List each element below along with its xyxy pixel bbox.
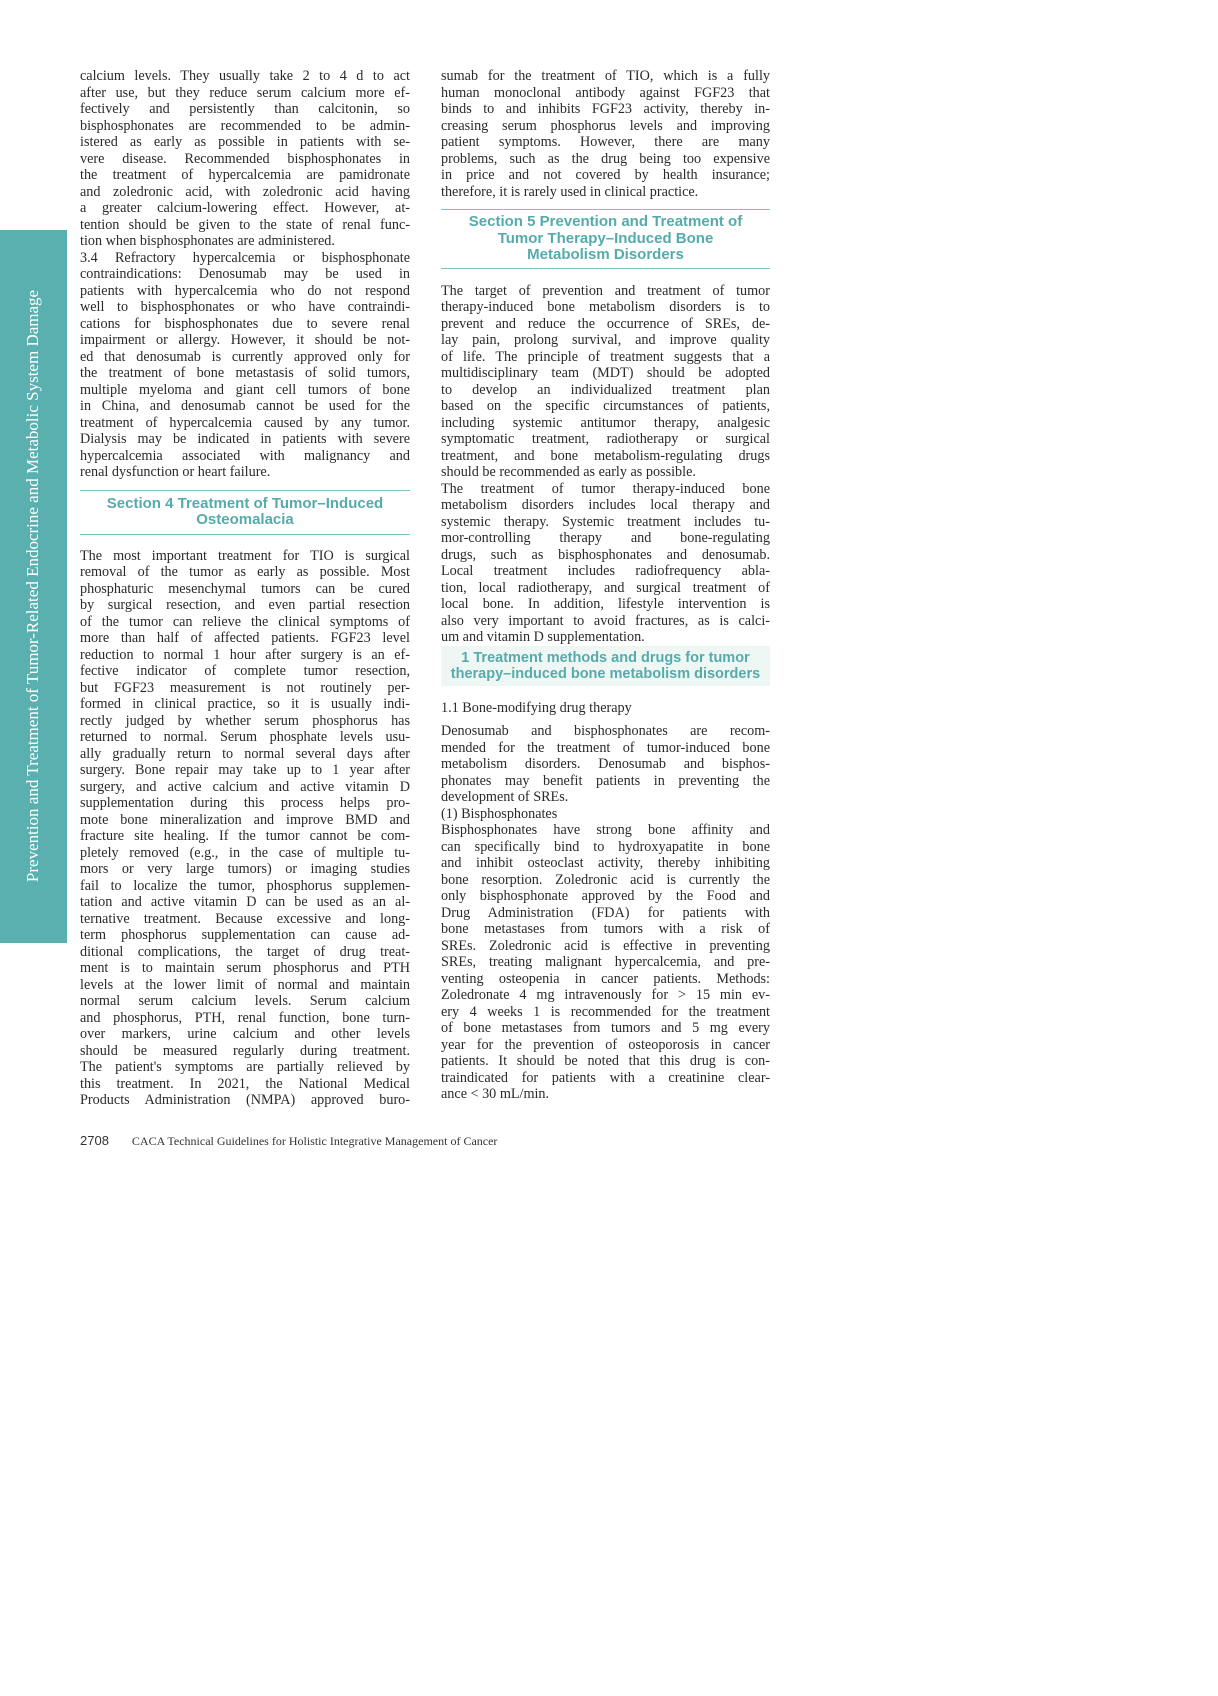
text-line: Denosumab and bisphosphonates are recom-: [441, 723, 770, 739]
text-line: Osteomalacia: [196, 511, 294, 528]
text-line: hypercalcemia associated with malignancy and: [80, 447, 410, 464]
text-line: tation and active vitamin D can be used as an al-: [80, 894, 410, 910]
text-line: to develop an individualized treatment plan: [441, 381, 770, 398]
text-line: 3.4 Refractory hypercalcemia or bisphosphonate: [80, 249, 410, 266]
text-line: Tumor Therapy–Induced Bone: [497, 229, 714, 247]
text-line: can specifically bind to hydroxyapatite in bone: [441, 838, 770, 855]
text-line: mor-controlling therapy and bone-regulating: [441, 530, 770, 546]
text-line: mended for the treatment of tumor-induced bone: [441, 739, 770, 756]
text-line: Bisphosphonates have strong bone affinity and: [441, 822, 770, 838]
text-line: treatment, and bone metabolism-regulating drugs: [441, 447, 770, 464]
text-line: ance < 30 mL/min.: [441, 1086, 550, 1102]
text-line: therapy–induced bone metabolism disorders: [450, 665, 761, 682]
text-line: over markers, urine calcium and other levels: [80, 1026, 410, 1042]
text-line: formed in clinical practice, so it is usually indi-: [80, 696, 410, 712]
text-line: more than half of affected patients. FGF23 level: [80, 630, 410, 646]
text-line: patients. It should be noted that this drug is con-: [441, 1053, 770, 1069]
text-line: Metabolism Disorders: [527, 246, 684, 263]
text-line: phosphaturic mesenchymal tumors can be cured: [80, 580, 410, 597]
text-line: The most important treatment for TIO is surgical: [80, 547, 410, 564]
text-line: 1.1 Bone-modifying drug therapy: [441, 699, 632, 716]
text-line: removal of the tumor as early as possible. Most: [80, 564, 410, 580]
text-line: also very important to avoid fractures, as is calci-: [441, 612, 770, 629]
text-line: levels at the lower limit of normal and maintain: [80, 976, 410, 993]
text-line: should be measured regularly during treatment.: [80, 1042, 410, 1059]
text-line: should be recommended as early as possible.: [441, 464, 696, 480]
text-line: bisphosphonates are recommended to be admin-: [80, 117, 410, 134]
text-line: calcium levels. They usually take 2 to 4 d to act: [80, 68, 410, 84]
text-line: The treatment of tumor therapy-induced bone: [441, 480, 770, 497]
left-column: [80, 68, 410, 1109]
text-line: ally gradually return to normal several days after: [80, 745, 410, 762]
text-line: multidisciplinary team (MDT) should be adopted: [441, 365, 770, 381]
text-line: bone metastases from tumors with a risk of: [441, 921, 770, 937]
paragraph: [441, 68, 770, 200]
text-line: therapy-induced bone metabolism disorders is to: [441, 299, 770, 315]
text-line: metabolism disorders. Denosumab and bisphos-: [441, 756, 770, 772]
text-line: lay pain, prolong survival, and improve quality: [441, 332, 770, 348]
text-line: um and vitamin D supplementation.: [441, 629, 645, 645]
section-heading: [80, 490, 410, 535]
paragraph: [441, 822, 770, 1103]
text-line: istered as early as possible in patients with se-: [80, 134, 410, 150]
text-line: the treatment of bone metastasis of solid tumors,: [80, 365, 410, 381]
text-line: after use, but they reduce serum calcium more ef-: [80, 84, 410, 101]
text-line: and zoledronic acid, with zoledronic acid having: [80, 183, 410, 200]
text-line: rectly judged by whether serum phosphorus has: [80, 712, 410, 729]
text-line: of life. The principle of treatment suggests that a: [441, 348, 770, 365]
text-line: multiple myeloma and giant cell tumors of bone: [80, 381, 410, 398]
text-line: symptomatic treatment, radiotherapy or surgical: [441, 431, 770, 447]
section-heading: [441, 209, 770, 269]
text-line: Section 5 Prevention and Treatment of: [468, 213, 743, 230]
text-line: The patient's symptoms are partially relieved by: [80, 1059, 410, 1075]
text-line: ed that denosumab is currently approved only for: [80, 348, 410, 365]
text-line: ment is to maintain serum phosphorus and PTH: [80, 960, 410, 976]
text-line: phonates may benefit patients in preventing the: [441, 772, 770, 789]
text-line: based on the specific circumstances of patients,: [441, 398, 770, 414]
text-line: ery 4 weeks 1 is recommended for the treatment: [441, 1003, 770, 1020]
text-line: traindicated for patients with a creatinine clear-: [441, 1069, 770, 1086]
text-line: tention should be given to the state of renal func-: [80, 216, 410, 233]
text-line: drugs, such as bisphosphonates and denosumab.: [441, 546, 770, 563]
text-line: Zoledronate 4 mg intravenously for > 15 min ev-: [441, 987, 770, 1003]
text-line: surgery. Bone repair may take up to 1 year after: [80, 762, 410, 778]
text-line: impairment or allergy. However, it should be not-: [80, 332, 410, 348]
text-line: this treatment. In 2021, the National Medical: [80, 1075, 410, 1092]
text-line: by surgical resection, and even partial resection: [80, 597, 410, 613]
text-line: only bisphosphonate approved by the Food and: [441, 888, 770, 904]
text-line: a greater calcium-lowering effect. However, at-: [80, 200, 410, 216]
text-line: bone resorption. Zoledronic acid is currently the: [441, 871, 770, 888]
text-line: binds to and inhibits FGF23 activity, thereby in-: [441, 101, 770, 117]
paragraph: [441, 283, 770, 481]
text-line: mors or very large tumors) or imaging studies: [80, 861, 410, 877]
text-line: Local treatment includes radiofrequency abla-: [441, 563, 770, 579]
text-line: renal dysfunction or heart failure.: [80, 464, 271, 480]
text-line: but FGF23 measurement is not routinely per-: [80, 679, 410, 696]
text-line: ternative treatment. Because excessive and long-: [80, 910, 410, 927]
text-line: local bone. In addition, lifestyle intervention is: [441, 596, 770, 612]
text-line: tion when bisphosphonates are administered.: [80, 233, 335, 249]
text-line: fail to localize the tumor, phosphorus supplemen-: [80, 877, 410, 894]
paragraph: [80, 548, 410, 1109]
text-line: term phosphorus supplementation can cause ad-: [80, 927, 410, 943]
text-line: systemic therapy. Systemic treatment includes tu-: [441, 513, 770, 530]
text-line: pletely removed (e.g., in the case of multiple tu-: [80, 844, 410, 861]
side-band: [0, 230, 67, 943]
subsection-heading: [441, 646, 770, 686]
text-line: Dialysis may be indicated in patients with severe: [80, 431, 410, 447]
text-line: human monoclonal antibody against FGF23 that: [441, 84, 770, 101]
text-line: prevent and reduce the occurrence of SREs, de-: [441, 315, 770, 332]
text-line: ditional complications, the target of drug treat-: [80, 943, 410, 960]
text-line: SREs, treating malignant hypercalcemia, and pre-: [441, 954, 770, 970]
text-line: fectively and persistently than calcitonin, so: [80, 101, 410, 117]
text-line: therefore, it is rarely used in clinical practice.: [441, 183, 699, 200]
text-line: reduction to normal 1 hour after surgery is an ef-: [80, 646, 410, 663]
text-line: normal serum calcium levels. Serum calcium: [80, 993, 410, 1009]
text-line: of bone metastases from tumors and 5 mg every: [441, 1020, 770, 1036]
text-line: well to bisphosphonates or who have contraindi-: [80, 299, 410, 315]
text-line: SREs. Zoledronic acid is effective in preventing: [441, 937, 770, 954]
text-line: treatment of hypercalcemia caused by any tumor.: [80, 414, 410, 431]
paragraph: [80, 68, 410, 250]
subheading: [441, 700, 770, 717]
text-line: of the tumor can relieve the clinical symptoms of: [80, 613, 410, 630]
paragraph: [441, 481, 770, 646]
text-line: venting osteopenia in cancer patients. Methods:: [441, 970, 770, 987]
text-line: (1) Bisphosphonates: [441, 805, 558, 822]
text-line: fective indicator of complete tumor resection,: [80, 663, 410, 679]
text-line: vere disease. Recommended bisphosphonates in: [80, 150, 410, 167]
text-line: creasing serum phosphorus levels and improving: [441, 117, 770, 134]
page-number: 2708: [80, 1133, 109, 1148]
text-line: sumab for the treatment of TIO, which is a fully: [441, 68, 770, 84]
text-line: problems, such as the drug being too expensive: [441, 150, 770, 167]
text-line: and inhibit osteoclast activity, thereby inhibiting: [441, 855, 770, 871]
text-line: in price and not covered by health insurance;: [441, 167, 770, 183]
paragraph: [441, 723, 770, 806]
text-line: patient symptoms. However, there are many: [441, 134, 770, 150]
text-line: 1 Treatment methods and drugs for tumor: [461, 649, 750, 666]
text-line: cations for bisphosphonates due to severe renal: [80, 315, 410, 332]
text-line: including systemic antitumor therapy, analgesic: [441, 414, 770, 431]
text-line: Drug Administration (FDA) for patients with: [441, 904, 770, 921]
text-line: tion, local radiotherapy, and surgical treatment of: [441, 579, 770, 596]
journal-title: CACA Technical Guidelines for Holistic Integrative Management of Cancer: [131, 1134, 498, 1148]
text-line: and phosphorus, PTH, renal function, bone turn-: [80, 1009, 410, 1026]
right-column: [441, 68, 770, 1103]
text-line: Section 4 Treatment of Tumor–Induced: [106, 494, 384, 512]
text-line: development of SREs.: [441, 789, 569, 805]
paragraph: [80, 250, 410, 481]
text-line: mote bone mineralization and improve BMD and: [80, 811, 410, 828]
text-line: in China, and denosumab cannot be used for the: [80, 398, 410, 414]
side-running-title: Prevention and Treatment of Tumor-Related Endocrine and Metabolic System Damage: [23, 289, 42, 883]
text-line: metabolism disorders includes local therapy and: [441, 497, 770, 513]
text-line: The target of prevention and treatment of tumor: [441, 282, 770, 299]
text-line: supplementation during this process helps pro-: [80, 795, 410, 811]
text-line: returned to normal. Serum phosphate levels usu-: [80, 729, 410, 745]
text-line: year for the prevention of osteoporosis in cancer: [441, 1036, 770, 1053]
text-line: Products Administration (NMPA) approved buro-: [80, 1092, 410, 1108]
text-line: fracture site healing. If the tumor cannot be com-: [80, 828, 410, 844]
text-line: patients with hypercalcemia who do not respond: [80, 282, 410, 299]
text-line: contraindications: Denosumab may be used in: [80, 266, 410, 282]
text-line: the treatment of hypercalcemia are pamidronate: [80, 167, 410, 183]
text-line: surgery, and active calcium and active vitamin D: [80, 778, 410, 795]
paragraph: [441, 806, 770, 823]
page-footer: [80, 1133, 497, 1149]
